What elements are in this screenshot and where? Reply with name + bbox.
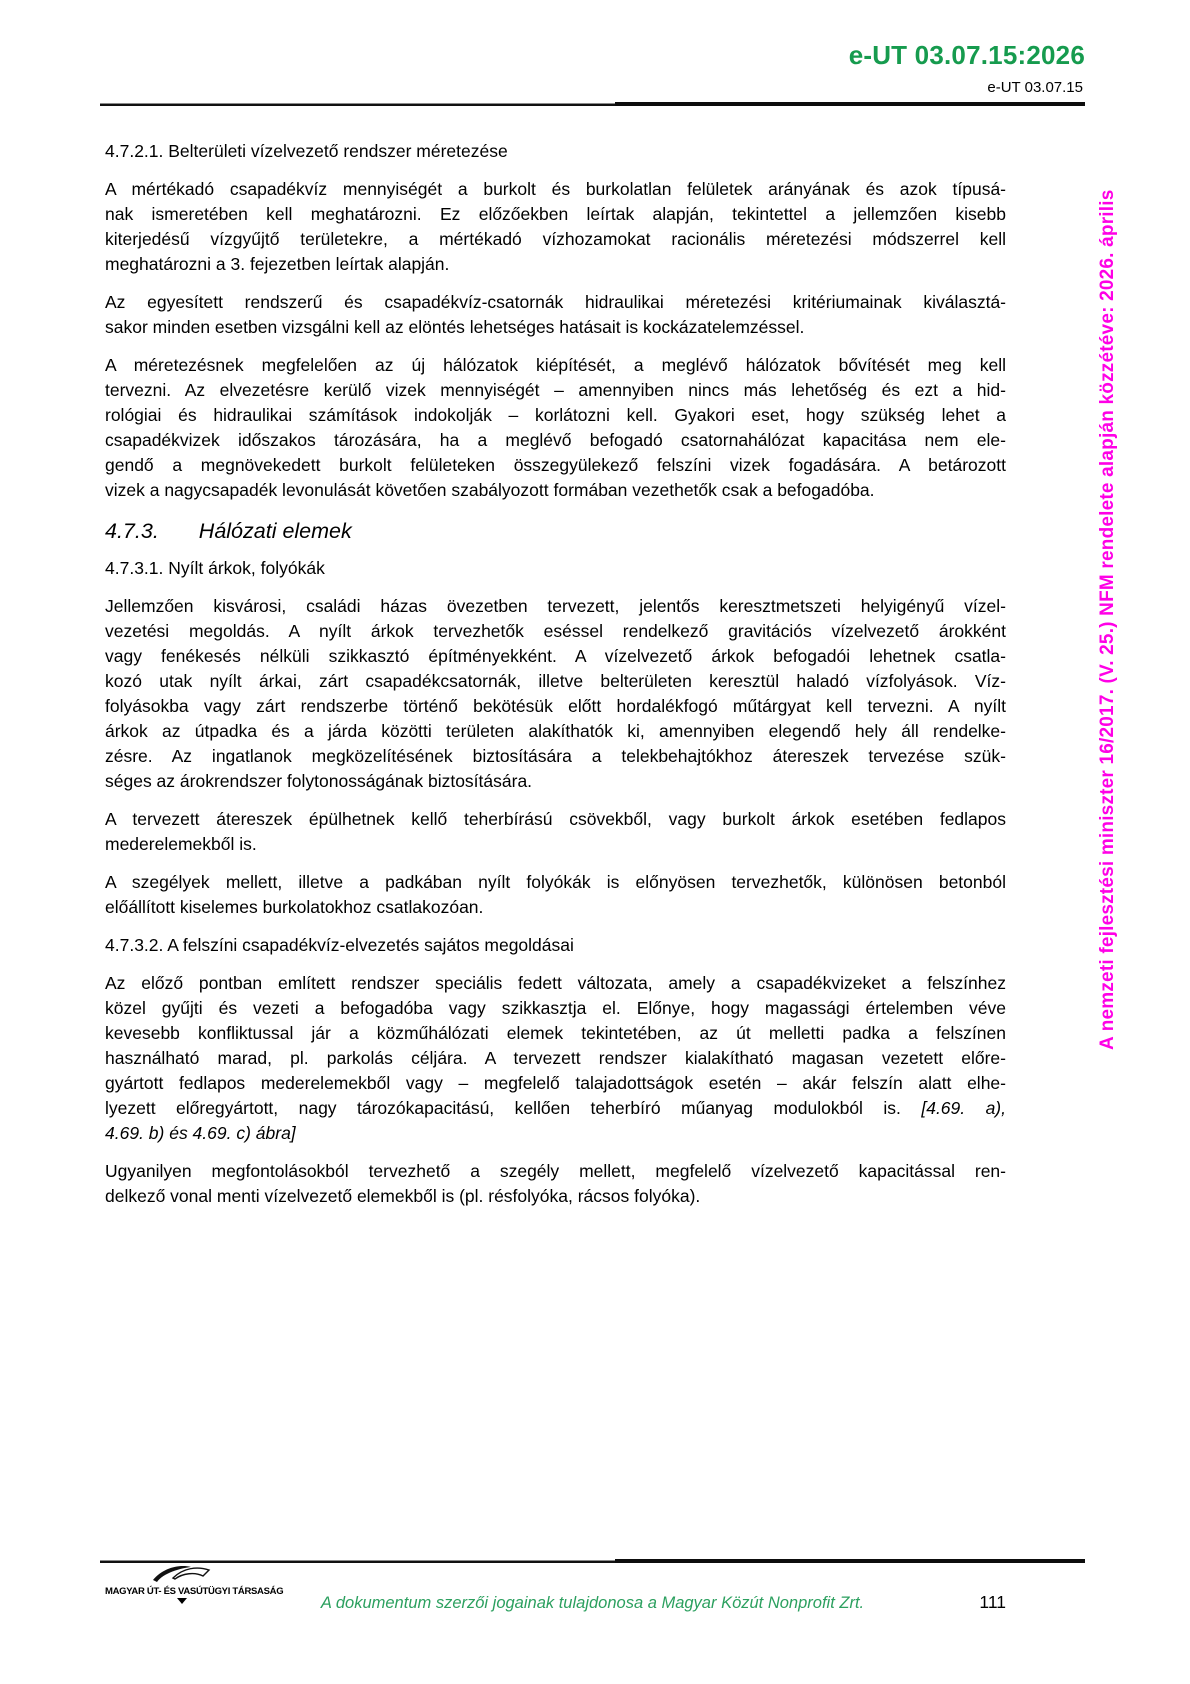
section-subheading: 4.7.2.1. Belterületi vízelvezető rendszer méretezése <box>105 141 508 161</box>
road-swoosh-icon <box>151 1564 213 1585</box>
section-subheading: 4.7.3.1. Nyílt árkok, folyókák <box>105 558 325 578</box>
section-number: 4.7.3. <box>105 519 159 543</box>
section-title: Hálózati elemek <box>198 519 352 543</box>
text-line: sakor minden esetben vizsgálni kell az elöntés lehetséges hatásait is kockázatelemzéssel. <box>105 317 805 337</box>
text-line: A méretezésnek megfelelően az új hálózatok kiépítését, a meglévő hálózatok bővítését meg kell <box>105 355 1006 375</box>
paragraph <box>105 353 1006 503</box>
text-line: A tervezett átereszek épülhetnek kellő teherbírású csövekből, vagy burkolt árkok esetében fedlapos <box>105 809 1006 829</box>
footer-rule <box>100 1559 1085 1563</box>
text-line: A szegélyek mellett, illetve a padkában nyílt folyókák is előnyösen tervezhetők, különösen betonból <box>105 872 1006 892</box>
footer-rule-right <box>615 1559 1085 1563</box>
text-line: nak ismeretében kell meghatározni. Ez előzőekben leírtak alapján, tekintettel a jellemzően kisebb <box>105 204 1006 224</box>
text-line: gendő a megnövekedett burkolt felületeken összegyülekező felszíni vizek fogadására. A betározott <box>105 455 1006 475</box>
text-line: mederelemekből is. <box>105 834 257 854</box>
text-line: árkok az útpadka és a járda közötti területen alakíthatók ki, amennyiben elegendő hely áll rendelke- <box>105 721 1006 741</box>
figure-reference: [4.69. a), <box>921 1098 1006 1118</box>
text-line: zésre. Az ingatlanok megközelítésének biztosítására a telekbehajtókhoz átereszek tervezése szük- <box>105 746 1006 766</box>
text-line <box>105 1121 1006 1146</box>
text-line: használható marad, pl. parkolás céljára. A tervezett rendszer kialakítható magasan vezetett előre- <box>105 1048 1006 1068</box>
text-line: előállított kiselemes burkolatokhoz csatlakozóan. <box>105 897 484 917</box>
text-line: kozó utak nyílt árkai, zárt csapadékcsatornák, illetve belterületen keresztül haladó vízfolyások. Víz- <box>105 671 1006 691</box>
figure-reference: 4.69. b) és 4.69. c) ábra] <box>105 1123 296 1143</box>
organization-name: MAGYAR ÚT- ÉS VASÚTÜGYI TÁRSASÁG <box>105 1586 284 1597</box>
text-segment: lyezett előregyártott, nagy tározókapacitású, kellően teherbíró műanyag modulokból is. <box>105 1098 922 1118</box>
text-line: kevesebb konfliktussal jár a közműhálózati elemek tekintetében, az út melletti padka a felszínen <box>105 1023 1006 1043</box>
footer-rule-left <box>100 1560 615 1563</box>
text-line: gyártott fedlapos mederelemekből vagy – megfelelő talajadottságok esetén – akár felszín alatt elhe- <box>105 1073 1006 1093</box>
paragraph <box>105 177 1006 277</box>
paragraph <box>105 870 1006 920</box>
header-rule <box>100 102 1085 106</box>
text-line: rológiai és hidraulikai számítások indokolják – korlátozni kell. Gyakori eset, hogy szükség lehet a <box>105 405 1006 425</box>
text-line: vizek a nagycsapadék levonulását követően szabályozott formában vezethetők csak a befogadóba. <box>105 480 875 500</box>
paragraph <box>105 807 1006 857</box>
text-line: vezetési megoldás. A nyílt árkok tervezhetők eséssel rendelkező gravitációs vízelvezető árokként <box>105 621 1006 641</box>
text-line: folyásokba vagy zárt rendszerbe történő bekötésük előtt hordalékfogó műtárgyat kell tervezni. A nyílt <box>105 696 1006 716</box>
doc-code-short: e-UT 03.07.15 <box>987 79 1083 96</box>
text-line <box>105 1096 1006 1121</box>
section-subheading: 4.7.3.2. A felszíni csapadékvíz-elvezetés sajátos megoldásai <box>105 935 574 955</box>
paragraph <box>105 971 1006 1146</box>
header-rule-right <box>615 102 1085 106</box>
document-body <box>105 139 1006 1222</box>
publication-note-vertical: A nemzeti fejlesztési miniszter 16/2017. (V. 25.) NFM rendelete alapján közzétéve: 2026. április <box>1097 189 1118 1050</box>
text-line: Ugyanilyen megfontolásokból tervezhető a szegély mellett, megfelelő vízelvezető kapacitással ren- <box>105 1161 1006 1181</box>
text-line: tervezni. Az elvezetésre kerülő vizek mennyiségét – amennyiben nincs más lehetőség és ezt a hid- <box>105 380 1006 400</box>
paragraph <box>105 594 1006 794</box>
text-line: vagy fenékesés nélküli szikkasztó építményekként. A vízelvezető árkok befogadói lehetnek csatla- <box>105 646 1006 666</box>
doc-code-full: e-UT 03.07.15:2026 <box>848 40 1085 70</box>
text-line: csapadékvizek időszakos tározására, ha a meglévő befogadó csatornahálózat kapacitása nem ele- <box>105 430 1006 450</box>
text-line: séges az árokrendszer folytonosságának biztosítására. <box>105 771 533 791</box>
text-line: A mértékadó csapadékvíz mennyiségét a burkolt és burkolatlan felületek arányának és azok típusá- <box>105 179 1006 199</box>
header-rule-left <box>100 103 615 106</box>
text-line: meghatározni a 3. fejezetben leírtak alapján. <box>105 254 450 274</box>
text-line: Az egyesített rendszerű és csapadékvíz-csatornák hidraulikai méretezési kritériumainak kiválasztá- <box>105 292 1006 312</box>
text-line: kiterjedésű vízgyűjtő területekre, a mértékadó vízhozamokat racionális méretezési módszerrel kell <box>105 229 1006 249</box>
text-line: Jellemzően kisvárosi, családi házas övezetben tervezett, jelentős keresztmetszeti helyigényű vízel- <box>105 596 1006 616</box>
text-line: közel gyűjti és vezeti a befogadóba vagy szikkasztja el. Előnye, hogy magassági értelemben véve <box>105 998 1006 1018</box>
text-line: Az előző pontban említett rendszer speciális fedett változata, amely a csapadékvizeket a felszínhez <box>105 973 1006 993</box>
paragraph <box>105 290 1006 340</box>
text-line: delkező vonal menti vízelvezető elemekből is (pl. résfolyóka, rácsos folyóka). <box>105 1186 701 1206</box>
paragraph <box>105 1159 1006 1209</box>
copyright-notice: A dokumentum szerzői jogainak tulajdonosa a Magyar Közút Nonprofit Zrt. <box>320 1594 865 1612</box>
page-number: 111 <box>979 1592 1006 1612</box>
section-heading <box>105 516 1006 546</box>
